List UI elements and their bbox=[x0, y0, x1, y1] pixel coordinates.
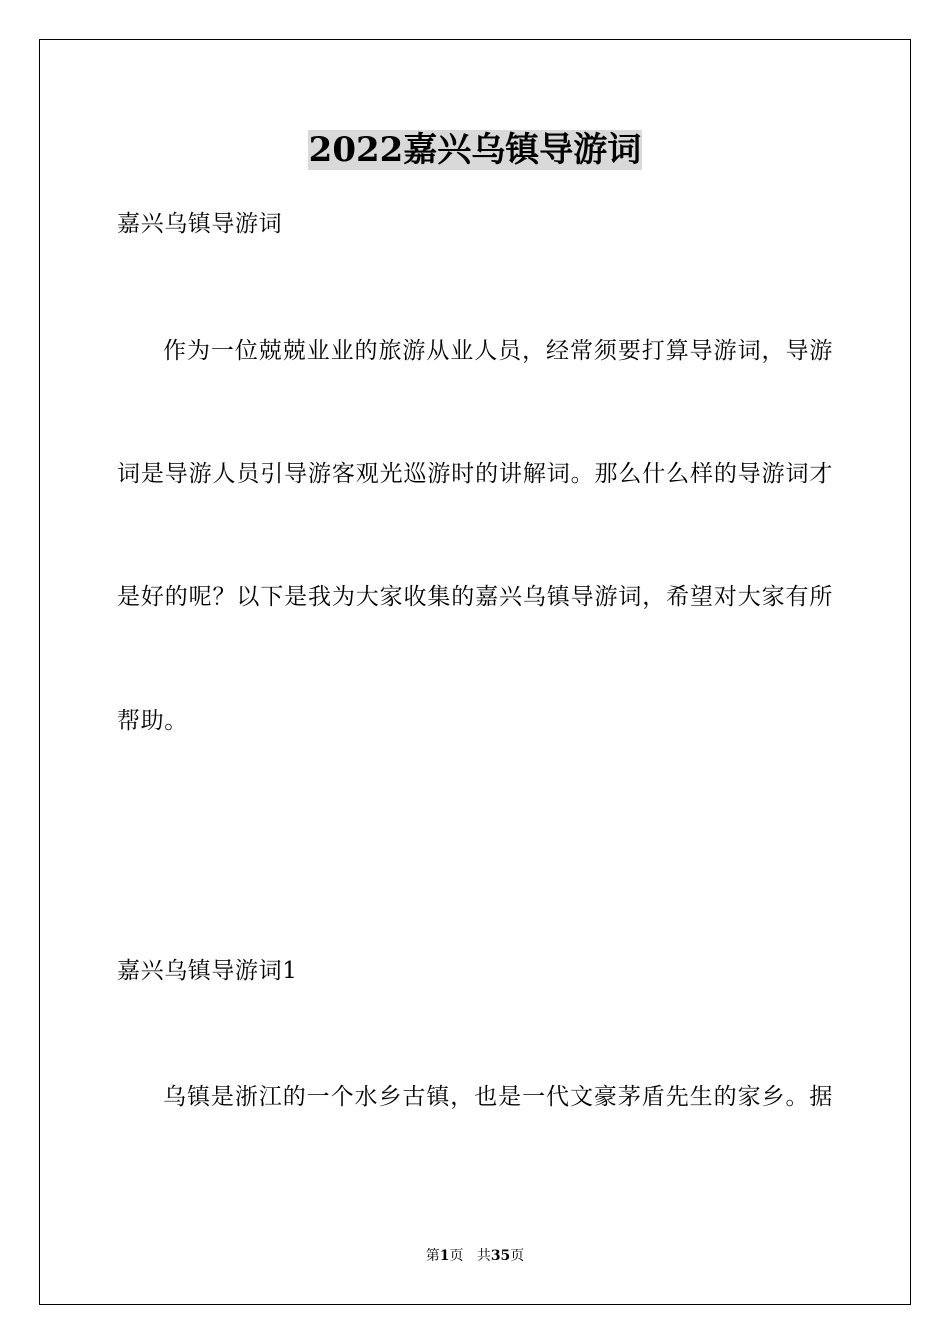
footer-total-prefix: 共 bbox=[476, 1248, 491, 1264]
footer-total-pages: 35 bbox=[490, 1248, 511, 1264]
document-title-text: 2022嘉兴乌镇导游词 bbox=[308, 130, 642, 170]
page-footer bbox=[0, 1246, 950, 1266]
footer-total-suffix: 页 bbox=[510, 1248, 525, 1264]
footer-current-page: 1 bbox=[439, 1248, 450, 1264]
footer-prefix: 第 bbox=[425, 1248, 440, 1264]
intro-line-3: 是好的呢？以下是我为大家收集的嘉兴乌镇导游词，希望对大家有所 bbox=[117, 584, 833, 610]
section-line-1: 乌镇是浙江的一个水乡古镇，也是一代文豪茅盾先生的家乡。据 bbox=[163, 1084, 833, 1110]
footer-page-word: 页 bbox=[449, 1248, 464, 1264]
document-title bbox=[0, 129, 950, 171]
intro-line-1: 作为一位兢兢业业的旅游从业人员，经常须要打算导游词，导游 bbox=[163, 338, 833, 364]
intro-line-2: 词是导游人员引导游客观光巡游时的讲解词。那么什么样的导游词才 bbox=[117, 461, 833, 487]
section-heading: 嘉兴乌镇导游词1 bbox=[117, 958, 298, 984]
document-subtitle: 嘉兴乌镇导游词 bbox=[117, 211, 283, 237]
intro-line-4: 帮助。 bbox=[117, 708, 188, 734]
